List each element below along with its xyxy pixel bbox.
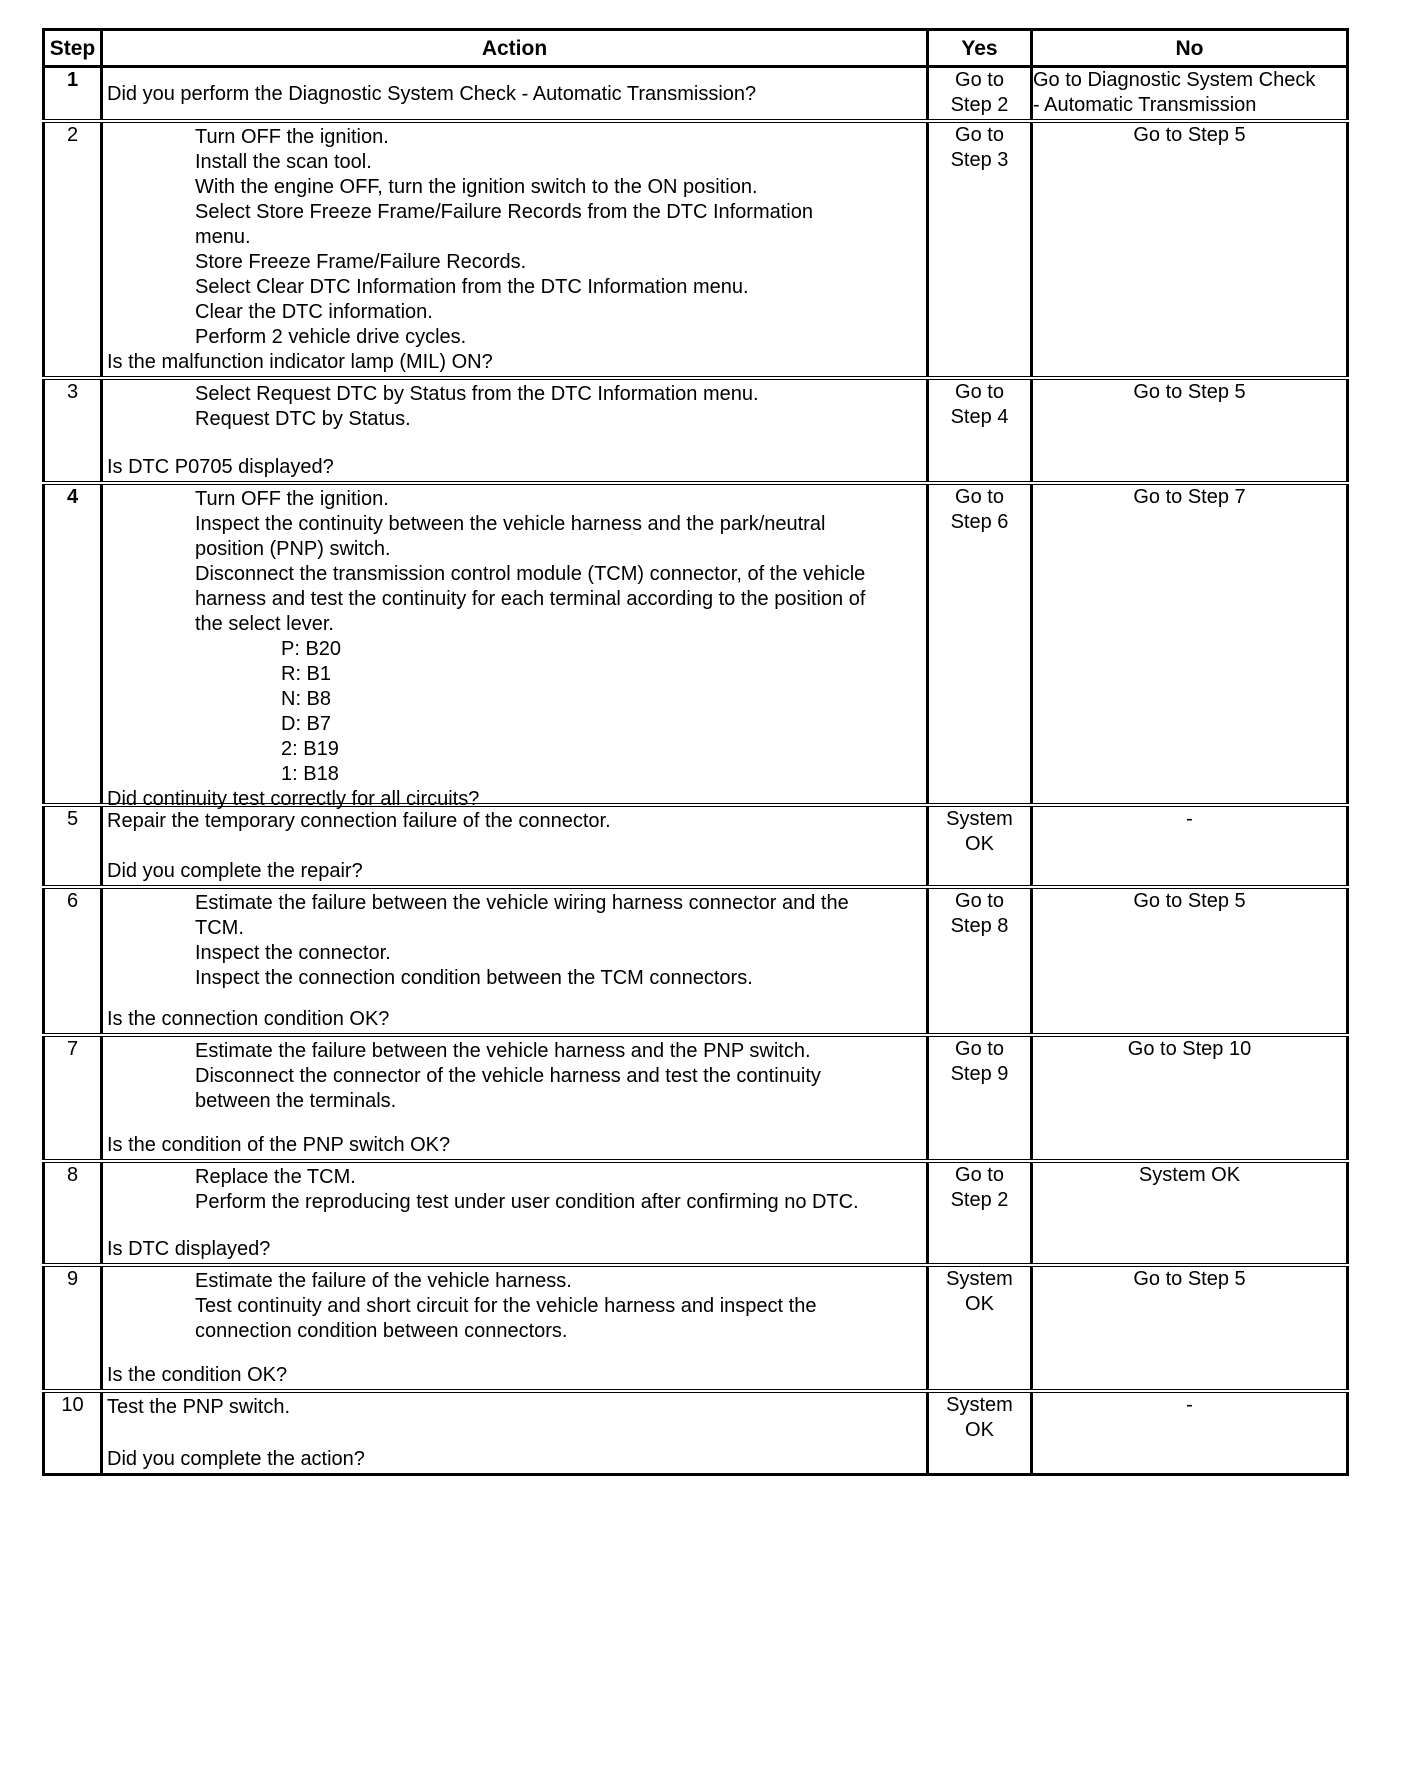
action-question: Is DTC displayed? [107,1238,271,1260]
yes-result-line: System [946,1268,1013,1290]
yes-result-line: Go to [955,486,1004,508]
action-cell [102,121,928,378]
action-instruction: Inspect the continuity between the vehicle harness and the park/neutral [195,513,826,535]
table-row [44,1161,1348,1265]
no-result-line: Go to Step 5 [1133,890,1246,912]
instruction-list [107,1165,920,1215]
yes-result [928,378,1032,483]
yes-result [928,121,1032,378]
header-row [44,30,1348,67]
action-instruction: Store Freeze Frame/Failure Records. [195,251,527,273]
no-result-line: - [1186,1394,1193,1416]
no-result-line: - [1186,808,1193,830]
yes-result [928,1161,1032,1265]
action-cell [102,1391,928,1475]
no-result [1032,1035,1348,1161]
action-cell [102,67,928,122]
action-instruction: Turn OFF the ignition. [195,488,389,510]
header-yes: Yes [928,30,1032,67]
step-number: 10 [44,1391,102,1475]
action-instruction: Estimate the failure between the vehicle wiring harness connector and the [195,892,849,914]
yes-result-line: Step 8 [950,915,1009,937]
step-number: 2 [44,121,102,378]
action-instruction: With the engine OFF, turn the ignition switch to the ON position. [195,176,758,198]
terminal-item: R: B1 [281,663,332,685]
action-cell [102,1161,928,1265]
step-number: 7 [44,1035,102,1161]
action-instruction: Select Clear DTC Information from the DTC Information menu. [195,276,749,298]
no-result-line: Go to Step 10 [1127,1038,1252,1060]
table-row [44,1391,1348,1475]
yes-result-line: Step 9 [950,1063,1009,1085]
yes-result-line: Go to [955,69,1004,91]
yes-result-line: System [946,1394,1013,1416]
action-question: Is DTC P0705 displayed? [107,456,334,478]
action-instruction: Perform the reproducing test under user condition after confirming no DTC. [195,1191,859,1213]
table-row [44,483,1348,805]
action-instruction: harness and test the continuity for each terminal according to the position of [195,588,866,610]
terminal-item: D: B7 [281,713,332,735]
action-question: Is the condition OK? [107,1364,288,1386]
no-result [1032,378,1348,483]
action-cell [102,1265,928,1391]
action-instruction: between the terminals. [195,1090,397,1112]
table-row [44,378,1348,483]
no-result [1032,483,1348,805]
instruction-list [107,487,920,787]
yes-result [928,805,1032,887]
step-number: 5 [44,805,102,887]
yes-result-line: Step 6 [950,511,1009,533]
instruction-list [107,125,920,350]
no-result [1032,805,1348,887]
yes-result-line: Go to [955,124,1004,146]
yes-result [928,1265,1032,1391]
table-row [44,67,1348,122]
no-result [1032,121,1348,378]
header-action: Action [102,30,928,67]
table-row [44,1265,1348,1391]
action-cell [102,805,928,887]
action-instruction: Test the PNP switch. [107,1396,291,1418]
no-result [1032,1161,1348,1265]
action-instruction: Inspect the connection condition between the TCM connectors. [195,967,753,989]
yes-result-line: Step 2 [950,1189,1009,1211]
action-cell [102,887,928,1035]
terminal-item: P: B20 [281,638,342,660]
action-instruction: Replace the TCM. [195,1166,356,1188]
instruction-list [107,382,920,432]
action-instruction: connection condition between connectors. [195,1320,568,1342]
yes-result-line: Go to [955,1164,1004,1186]
header-no: No [1032,30,1348,67]
yes-result-line: Step 2 [950,94,1009,116]
action-instruction: Select Store Freeze Frame/Failure Records from the DTC Information [195,201,813,223]
action-instruction: Test continuity and short circuit for the vehicle harness and inspect the [195,1295,817,1317]
action-question: Did you complete the repair? [107,860,363,882]
yes-result-line: System [946,808,1013,830]
action-instruction: position (PNP) switch. [195,538,391,560]
yes-result-line: OK [965,833,994,855]
action-question: Is the connection condition OK? [107,1008,390,1030]
action-question: Did continuity test correctly for all circuits? [107,788,480,810]
yes-result-line: Step 3 [950,149,1009,171]
action-question: Is the condition of the PNP switch OK? [107,1134,451,1156]
yes-result [928,1391,1032,1475]
yes-result [928,67,1032,122]
yes-result-line: Step 4 [950,406,1009,428]
yes-result-line: Go to [955,381,1004,403]
action-instruction: the select lever. [195,613,334,635]
action-question: Did you perform the Diagnostic System Check - Automatic Transmission? [107,82,757,105]
action-cell [102,378,928,483]
yes-result-line: OK [965,1419,994,1441]
terminal-item: 1: B18 [281,763,339,785]
yes-result-line: Go to [955,1038,1004,1060]
instruction-list [107,1039,920,1114]
table-row [44,805,1348,887]
no-result-line: Go to Step 5 [1133,124,1246,146]
step-number: 1 [44,67,102,122]
action-instruction: Perform 2 vehicle drive cycles. [195,326,467,348]
no-result-line: Go to Step 7 [1133,486,1246,508]
no-result-line: Go to Diagnostic System Check [1033,69,1316,91]
action-cell [102,483,928,810]
yes-result [928,887,1032,1035]
action-question: Did you complete the action? [107,1448,365,1470]
no-result [1032,1391,1348,1475]
instruction-list [107,891,920,991]
step-number: 9 [44,1265,102,1391]
table-row [44,887,1348,1035]
table-row [44,121,1348,378]
no-result-line: Go to Step 5 [1133,1268,1246,1290]
action-instruction: Inspect the connector. [195,942,391,964]
step-number: 4 [44,483,102,805]
no-result-line: Go to Step 5 [1133,381,1246,403]
action-instruction: Disconnect the connector of the vehicle harness and test the continuity [195,1065,821,1087]
instruction-list [107,1269,920,1344]
terminal-item: 2: B19 [281,738,339,760]
step-number: 6 [44,887,102,1035]
action-question: Is the malfunction indicator lamp (MIL) ON? [107,351,493,373]
step-number: 8 [44,1161,102,1265]
action-instruction: menu. [195,226,251,248]
yes-result [928,483,1032,805]
action-instruction: Install the scan tool. [195,151,372,173]
action-instruction: Repair the temporary connection failure of the connector. [107,810,611,832]
no-result-line: System OK [1138,1164,1241,1186]
yes-result-line: OK [965,1293,994,1315]
step-number: 3 [44,378,102,483]
table-row [44,1035,1348,1161]
no-result [1032,67,1348,122]
action-cell [102,1035,928,1161]
header-step: Step [44,30,102,67]
action-instruction: TCM. [195,917,244,939]
no-result [1032,1265,1348,1391]
no-result-line: - Automatic Transmission [1033,94,1257,116]
terminal-item: N: B8 [281,688,332,710]
action-instruction: Clear the DTC information. [195,301,433,323]
yes-result [928,1035,1032,1161]
diagnostic-table [42,28,1349,1476]
action-instruction: Select Request DTC by Status from the DTC Information menu. [195,383,759,405]
action-instruction: Estimate the failure between the vehicle harness and the PNP switch. [195,1040,811,1062]
action-instruction: Turn OFF the ignition. [195,126,389,148]
action-instruction: Disconnect the transmission control module (TCM) connector, of the vehicle [195,563,866,585]
action-instruction: Request DTC by Status. [195,408,411,430]
no-result [1032,887,1348,1035]
yes-result-line: Go to [955,890,1004,912]
action-instruction: Estimate the failure of the vehicle harness. [195,1270,572,1292]
